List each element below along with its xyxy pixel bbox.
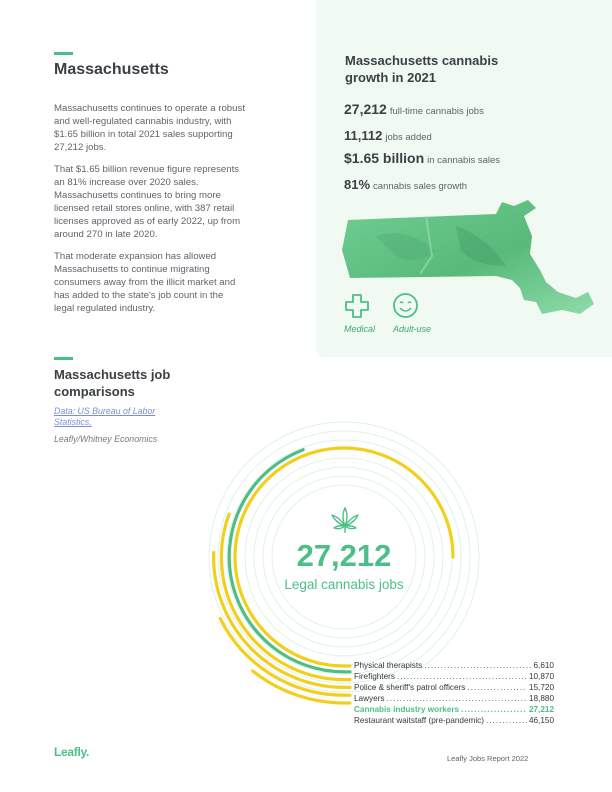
stat-label: cannabis sales growth xyxy=(373,181,468,192)
usage-medical-label: Medical xyxy=(344,324,376,334)
stat-label: jobs added xyxy=(385,132,432,143)
intro-title: Massachusetts xyxy=(54,61,169,78)
growth-title: Massachusetts cannabis growth in 2021 xyxy=(345,53,499,85)
stat-value: 27,212 xyxy=(344,101,387,117)
legend-category: Lawyers xyxy=(354,694,385,703)
stat-value: 11,112 xyxy=(344,128,383,143)
report-title: Leafly Jobs Report 2022 xyxy=(447,754,529,763)
legend-category: Cannabis industry workers xyxy=(354,705,460,714)
stat-value: $1.65 billion xyxy=(344,150,425,166)
legend-row xyxy=(354,693,554,704)
legend-value: 6,610 xyxy=(533,661,554,670)
chart-legend xyxy=(354,660,554,726)
legend-row xyxy=(354,682,554,693)
stat-value: 81% xyxy=(344,177,371,192)
intro-paragraph: That $1.65 billion revenue figure represents an 81% increase over 2020 sales. Massachusetts continues to bring more licensed retail stores online, with 387 retail licenses approved as of early 2022, up from around 270 in late 2020. xyxy=(54,164,241,240)
legend-category: Firefighters xyxy=(354,672,395,681)
legend-row-highlight xyxy=(354,704,554,715)
intro-paragraph: Massachusetts continues to operate a robust and well-regulated cannabis industry, with $1.65 billion in total 2021 sales supporting 27,212 jobs. xyxy=(54,103,245,153)
comparisons-title: Massachusetts job comparisons xyxy=(54,367,171,399)
leafly-logo: Leafly. xyxy=(54,745,90,759)
legend-row xyxy=(354,715,554,726)
legend-category: Restaurant waitstaff (pre-pandemic) xyxy=(354,716,484,725)
source-link[interactable]: Data: US Bureau of Labor Statistics, xyxy=(54,406,156,427)
legend-value: 18,880 xyxy=(528,694,554,703)
usage-adult-use-label: Adult-use xyxy=(393,324,432,334)
intro-paragraph: That moderate expansion has allowed Massachusetts to continue migrating consumers away from the illicit market and has added to the state's job count in the legal regulated industry. xyxy=(54,251,236,314)
legend-category: Physical therapists xyxy=(354,661,423,670)
cannabis-leaf-icon xyxy=(330,506,360,534)
legend-value: 10,870 xyxy=(528,672,554,681)
center-label: Legal cannabis jobs xyxy=(284,577,404,592)
source-org: Leafly/Whitney Economics xyxy=(54,434,158,444)
stat-label: in cannabis sales xyxy=(427,155,501,166)
legend-row xyxy=(354,660,554,671)
legend-value: 46,150 xyxy=(528,716,554,725)
legend-row xyxy=(354,671,554,682)
legend-value: 15,720 xyxy=(528,683,554,692)
center-value: 27,212 xyxy=(296,538,392,573)
legend-category: Police & sheriff's patrol officers xyxy=(354,683,466,692)
legend-value: 27,212 xyxy=(528,705,554,714)
stat-label: full-time cannabis jobs xyxy=(389,106,484,117)
